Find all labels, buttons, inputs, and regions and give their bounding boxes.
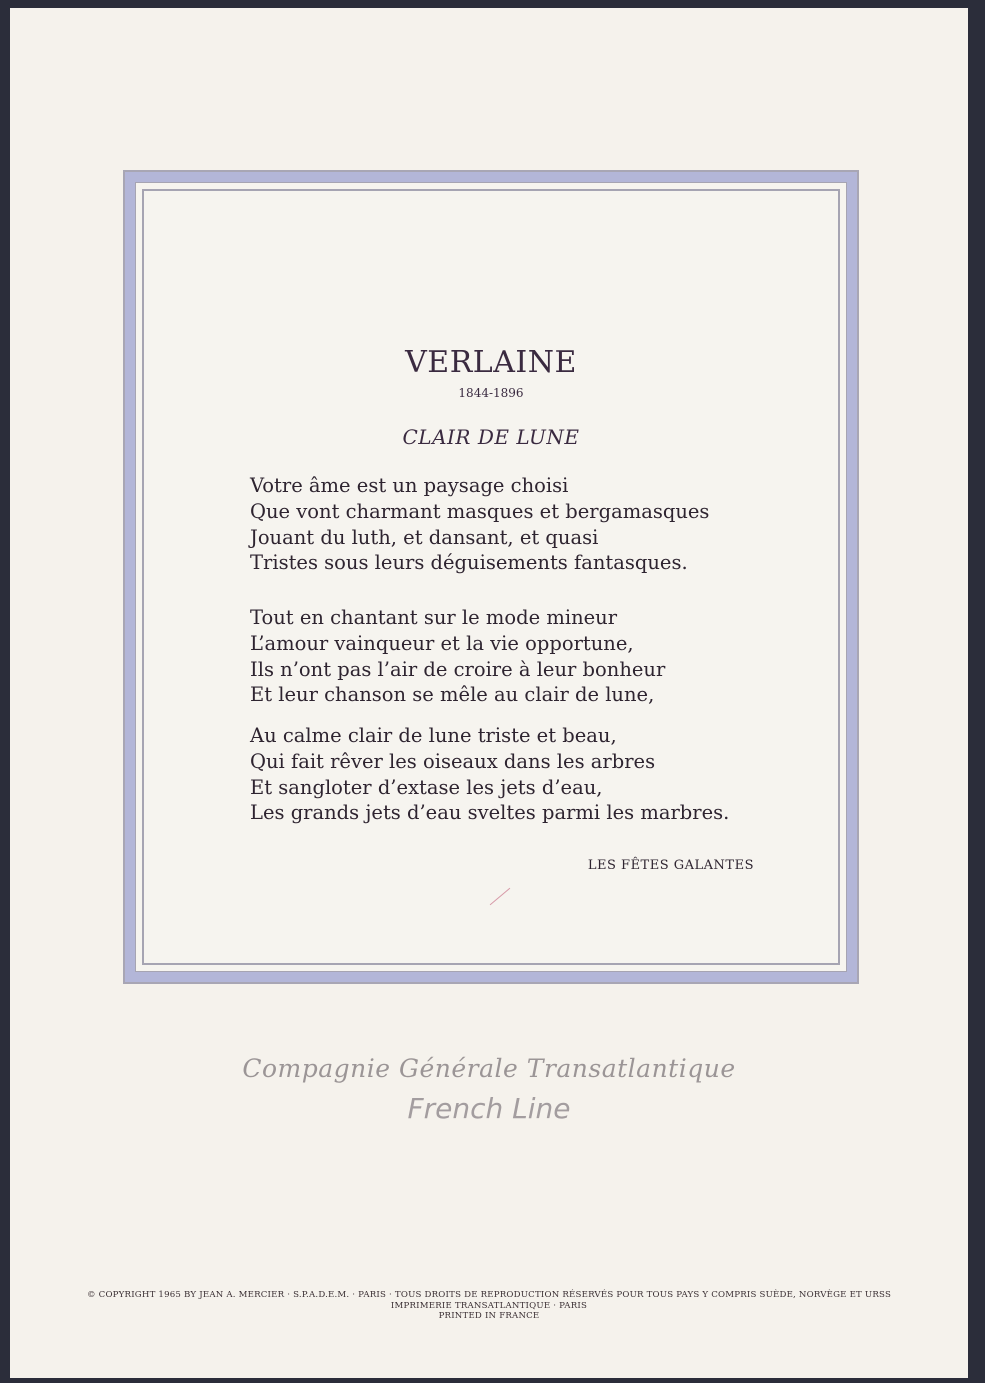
poem-line: Les grands jets d’eau sveltes parmi les marbres. (250, 801, 730, 825)
company-logo-text: Compagnie Générale Transatlantique (242, 1054, 736, 1083)
frame-band (135, 182, 847, 972)
french-line-logo: French Line (407, 1092, 571, 1125)
menu-card-page (10, 8, 968, 1378)
poem-line: Jouant du luth, et dansant, et quasi (250, 525, 599, 549)
decorative-frame (123, 170, 859, 984)
poem-line: Tristes sous leurs déguisements fantasques. (250, 551, 688, 575)
poem-line: Votre âme est un paysage choisi (250, 474, 569, 497)
author-dates: 1844-1896 (458, 386, 524, 400)
author-name: VERLAINE (405, 345, 577, 380)
poem-line: L’amour vainqueur et la vie opportune, (250, 631, 634, 655)
stray-mark (490, 888, 511, 905)
copyright-line: © COPYRIGHT 1965 BY JEAN A. MERCIER · S.P.A.D.E.M. · PARIS · TOUS DROITS DE REPRODUCTION RÉSERVÉS POUR TOUS PAYS Y COMPRIS SUÈDE, NORVÈGE ET URSS (86, 1290, 892, 1300)
source-attribution: LES FÊTES GALANTES (587, 858, 754, 873)
printer-line: IMPRIMERIE TRANSATLANTIQUE · PARIS (390, 1300, 588, 1311)
poem-line: Ils n’ont pas l’air de croire à leur bonheur (250, 657, 666, 681)
poem-line: Qui fait rêver les oiseaux dans les arbres (250, 749, 656, 773)
poem-line: Au calme clair de lune triste et beau, (250, 724, 617, 747)
poem-panel (142, 189, 840, 965)
copyright-notice (80, 1290, 898, 1322)
stanza-1 (250, 473, 810, 576)
poem-title: CLAIR DE LUNE (402, 425, 580, 449)
poem-line: Et leur chanson se mêle au clair de lune, (250, 683, 655, 707)
stanza-3 (250, 723, 810, 826)
poem-line: Et sangloter d’extase les jets d’eau, (250, 775, 603, 799)
poem-line: Que vont charmant masques et bergamasques (250, 499, 710, 523)
printed-in-line: PRINTED IN FRANCE (438, 1311, 540, 1322)
stanza-2 (250, 605, 810, 708)
poem-line: Tout en chantant sur le mode mineur (250, 606, 618, 629)
